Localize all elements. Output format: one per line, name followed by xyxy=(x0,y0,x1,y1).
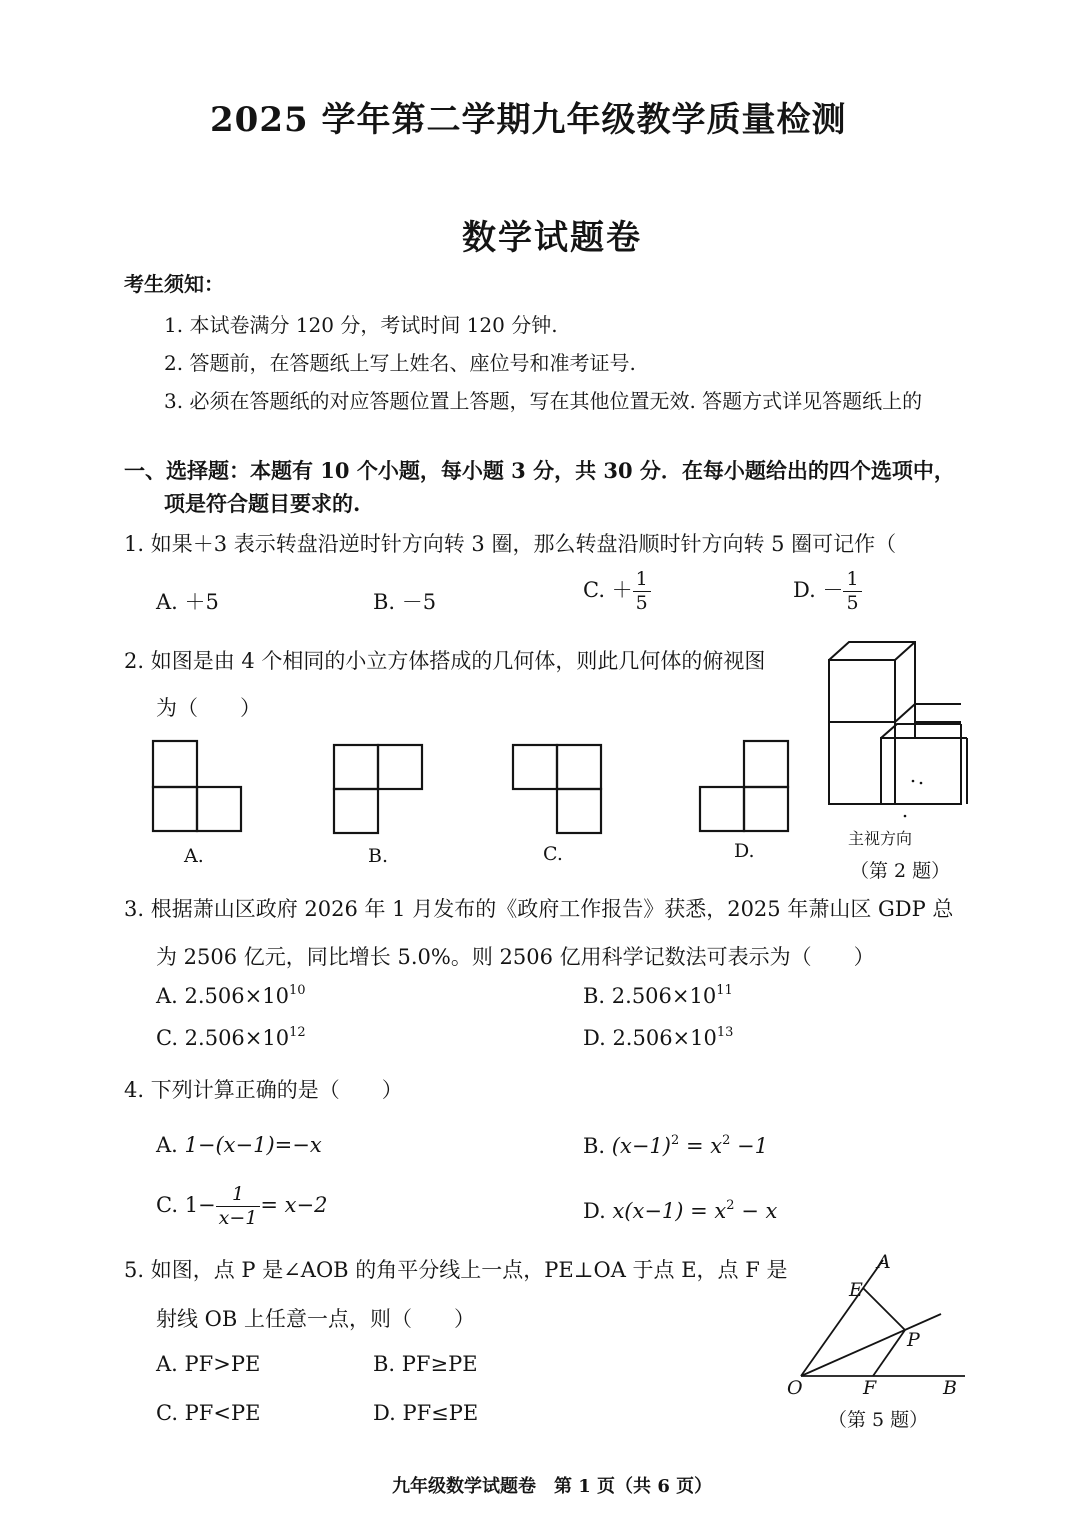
q1-option-c-sign: C. ＋ xyxy=(583,577,633,602)
question-4-stem: 4. 下列计算正确的是（ ） xyxy=(124,1078,403,1102)
q4-option-a[interactable]: A. 1−(x−1)=−x xyxy=(156,1133,322,1157)
question-2-stem: 2. 如图是由 4 个相同的小立方体搭成的几何体，则此几何体的俯视图 xyxy=(124,649,766,673)
notice-item-1: 1. 本试卷满分 120 分，考试时间 120 分钟. xyxy=(164,313,558,337)
point-p-label: P xyxy=(907,1329,920,1351)
exam-title: 2025 学年第二学期九年级教学质量检测 xyxy=(210,100,847,140)
q1-option-d-sign: D. － xyxy=(793,577,844,602)
point-e-label: E xyxy=(849,1279,863,1301)
q5-option-a[interactable]: A. PF>PE xyxy=(156,1352,261,1376)
q2-figure-caption: （第 2 题） xyxy=(850,860,951,882)
q3-option-c[interactable]: C. $2.506\times 10^{12}$ xyxy=(156,1025,306,1050)
page-footer: 九年级数学试题卷 第 1 页（共 6 页） xyxy=(392,1476,713,1497)
q4-option-c-fraction: $\frac{1}{x-1}$ xyxy=(216,1183,261,1230)
section-heading: 一、选择题：本题有 10 个小题，每小题 3 分，共 30 分．在每小题给出的四个选项中， xyxy=(124,458,955,483)
question-5-stem-line2: 射线 OB 上任意一点，则（ ） xyxy=(156,1307,475,1331)
q3-option-b[interactable]: B. $2.506\times 10^{11}$ xyxy=(583,983,733,1008)
q2-option-b-figure[interactable] xyxy=(331,742,431,842)
question-3-stem: 3. 根据萧山区政府 2026 年 1 月发布的《政府工作报告》获悉，2025 年萧山区 GDP 总 xyxy=(124,897,954,921)
q3-option-d[interactable]: D. $2.506\times 10^{13}$ xyxy=(583,1025,734,1050)
exam-subtitle: 数学试题卷 xyxy=(462,218,642,258)
q4-option-d[interactable]: D. $x(x-1) = x^2 - x$ xyxy=(583,1198,778,1223)
q1-option-b[interactable]: B. －5 xyxy=(373,590,437,614)
q5-option-b[interactable]: B. PF≥PE xyxy=(373,1352,478,1376)
q1-option-a[interactable]: A. ＋5 xyxy=(156,590,219,614)
q1-option-d-fraction: $\frac{1}{5}$ xyxy=(843,568,861,615)
q1-option-c[interactable] xyxy=(583,568,651,615)
q2-option-c-figure[interactable] xyxy=(510,742,610,842)
q5-figure-caption: （第 5 题） xyxy=(828,1409,929,1431)
q5-angle-figure xyxy=(785,1250,975,1400)
q2-option-a-label: A. xyxy=(184,845,204,867)
question-5-stem: 5. 如图，点 P 是∠AOB 的角平分线上一点，PE⊥OA 于点 E，点 F 是 xyxy=(124,1258,788,1282)
q2-option-c-label: C. xyxy=(543,843,563,865)
section-heading-line2: 项是符合题目要求的. xyxy=(164,491,361,516)
segment-pe xyxy=(863,1288,905,1330)
q4-option-c[interactable]: C. 1− $\frac{1}{x-1}$ = x−2 xyxy=(156,1183,328,1229)
q2-option-b-label: B. xyxy=(368,845,389,867)
question-2-stem-line2: 为（ ） xyxy=(156,696,261,720)
notice-heading: 考生须知： xyxy=(124,272,224,296)
q5-option-d[interactable]: D. PF≤PE xyxy=(373,1401,479,1425)
q4-option-b[interactable]: B. $(x-1)^2 = x^2 -1$ xyxy=(583,1133,768,1158)
question-3-stem-line2: 为 2506 亿元，同比增长 5.0%。则 2506 亿用科学记数法可表示为（ ） xyxy=(156,945,875,969)
q2-option-d-figure[interactable] xyxy=(697,738,797,838)
q2-view-direction-caption: 主视方向 xyxy=(848,829,913,848)
q1-option-d[interactable] xyxy=(793,568,862,615)
q3-option-a[interactable]: A. $2.506\times 10^{10}$ xyxy=(156,983,306,1008)
point-o-label: O xyxy=(787,1377,803,1399)
q2-cube-figure xyxy=(825,638,975,818)
point-b-label: B xyxy=(943,1377,957,1399)
notice-item-3: 3. 必须在答题纸的对应答题位置上答题，写在其他位置无效. 答题方式详见答题纸上的 xyxy=(164,389,923,413)
question-1-stem: 1. 如果＋3 表示转盘沿逆时针方向转 3 圈，那么转盘沿顺时针方向转 5 圈可记作（ xyxy=(124,532,897,556)
point-a-label: A xyxy=(877,1251,891,1273)
q1-option-c-fraction: $\frac{1}{5}$ xyxy=(633,568,651,615)
point-f-label: F xyxy=(863,1377,877,1399)
notice-item-2: 2. 答题前，在答题纸上写上姓名、座位号和准考证号. xyxy=(164,351,636,375)
q2-option-d-label: D. xyxy=(734,840,755,862)
q2-option-a-figure[interactable] xyxy=(150,738,250,838)
q5-option-c[interactable]: C. PF<PE xyxy=(156,1401,261,1425)
